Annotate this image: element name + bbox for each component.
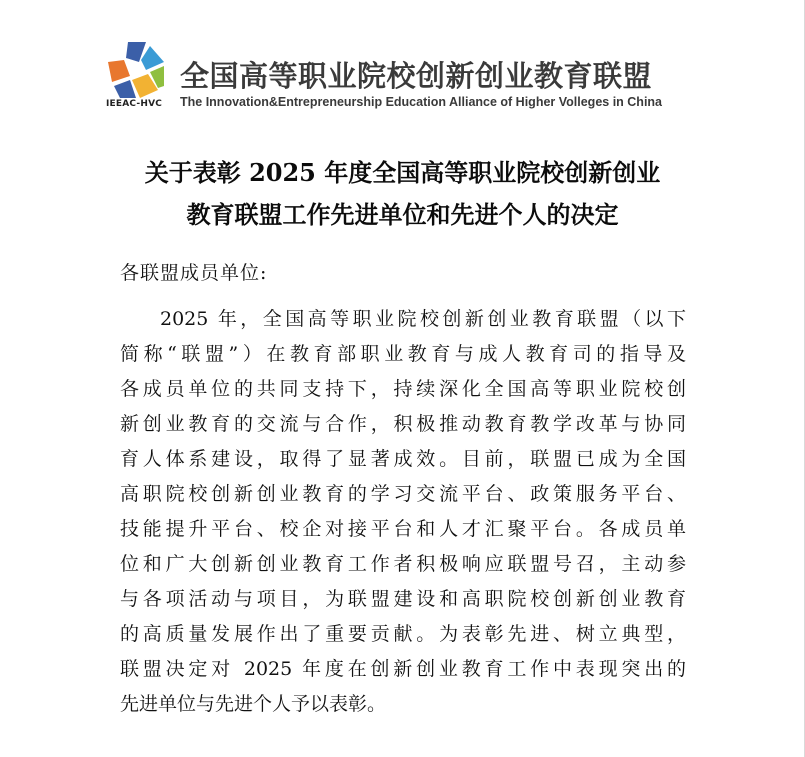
letterhead: [106, 40, 706, 112]
body-line: 先进单位与先进个人予以表彰。: [120, 693, 387, 715]
body-line: 与各项活动与项目，为联盟建设和高职院校创新创业教育: [120, 588, 686, 610]
body-line: 位和广大创新创业教育工作者积极响应联盟号召，主动参: [120, 553, 686, 575]
alliance-logo-icon: [106, 40, 166, 100]
salutation: 各联盟成员单位:: [120, 262, 268, 284]
logo-caption: IEEAC-HVC: [106, 99, 163, 109]
body-line: 的高质量发展作出了重要贡献。为表彰先进、树立典型，: [120, 623, 686, 645]
body-line: 新创业教育的交流与合作，积极推动教育教学改革与协同: [120, 413, 686, 435]
body-line: 联盟决定对 2025 年度在创新创业教育工作中表现突出的: [120, 658, 686, 680]
document-title: [0, 152, 805, 236]
title-line: 关于表彰 2025 年度全国高等职业院校创新创业: [144, 158, 661, 187]
body-line: 各成员单位的共同支持下，持续深化全国高等职业院校创: [120, 378, 686, 400]
body-paragraph: [120, 302, 686, 722]
org-name-cn: 全国高等职业院校创新创业教育联盟: [180, 59, 653, 93]
org-name-en: The Innovation&Entrepreneurship Education Alliance of Higher Volleges in China: [180, 95, 663, 109]
body-line: 高职院校创新创业教育的学习交流平台、政策服务平台、: [120, 483, 686, 505]
body-line: 2025 年，全国高等职业院校创新创业教育联盟（以下: [160, 308, 686, 330]
body-line: 简称“联盟”）在教育部职业教育与成人教育司的指导及: [120, 343, 686, 365]
body-line: 技能提升平台、校企对接平台和人才汇聚平台。各成员单: [120, 518, 686, 540]
title-line: 教育联盟工作先进单位和先进个人的决定: [186, 200, 619, 229]
body-line: 育人体系建设，取得了显著成效。目前，联盟已成为全国: [120, 448, 686, 470]
